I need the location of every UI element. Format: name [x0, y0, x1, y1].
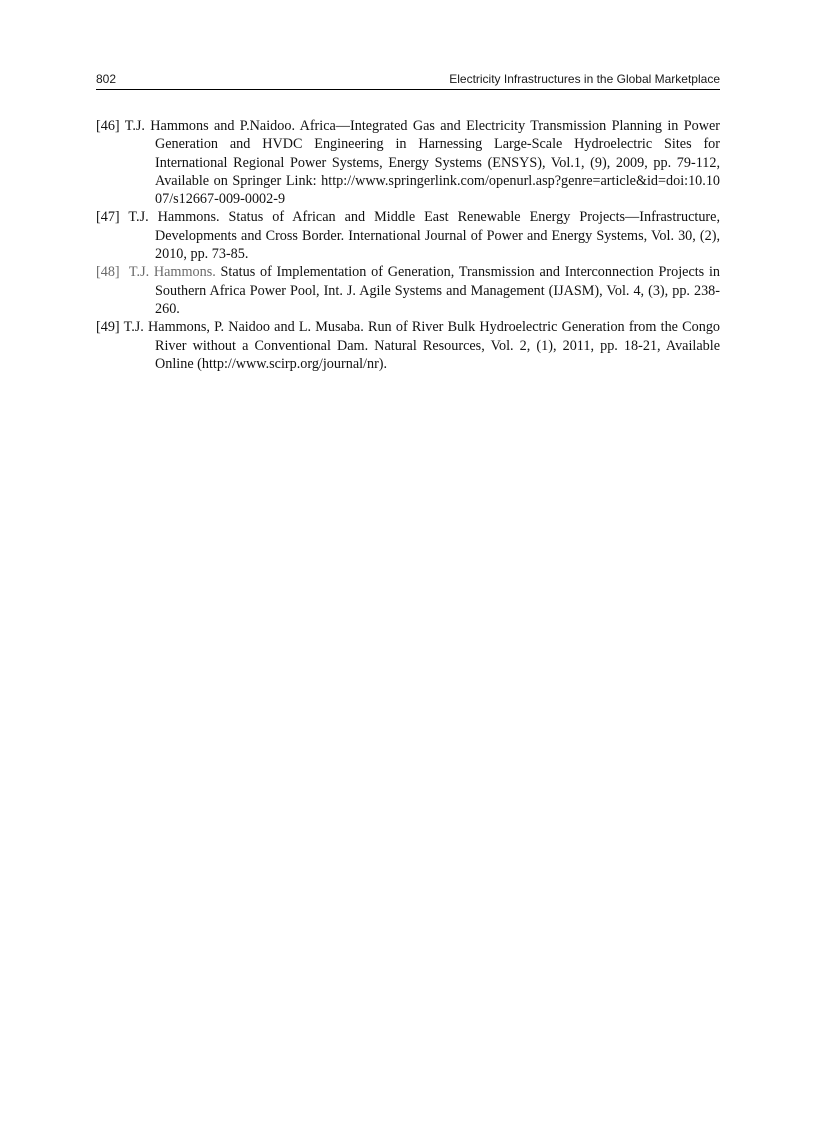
reference-text: Africa—Integrated Gas and Electricity Transmission Planning in Power Generation and HVDC Engineering in Harnessing Large-Scale Hydroelectric Sites for International Regional Power Systems, Energy Systems (ENSYS), Vol.1, (9), 2009, pp. 79-112, Available on Springer Link: — [155, 118, 720, 189]
reference-authors: T.J. Hammons. — [128, 209, 220, 226]
reference-46 — [96, 117, 720, 208]
reference-number: [47] — [96, 209, 120, 226]
reference-number: [46] — [96, 118, 120, 134]
reference-text: Status of African and Middle East Renewable Energy Projects—Infrastructure, Developments and Cross Border. International Journal of Power and Energy Systems, Vol. 30, (2), 2010, pp. 73-85. — [155, 209, 720, 263]
reference-47 — [96, 208, 720, 263]
reference-number: [49] — [96, 319, 120, 336]
running-title: Electricity Infrastructures in the Global Marketplace — [449, 72, 720, 86]
reference-49 — [96, 318, 720, 373]
reference-48 — [96, 263, 720, 318]
reference-list — [96, 117, 720, 373]
page-header — [96, 72, 720, 90]
reference-authors: T.J. Hammons. — [128, 264, 216, 281]
reference-text: Status of Implementation of Generation, Transmission and Interconnection Projects in Southern Africa Power Pool, Int. J. Agile Systems and Management (IJASM), Vol. 4, (3), pp. 238-260. — [155, 264, 720, 317]
reference-number: [48] — [96, 264, 120, 281]
reference-text: Run of River Bulk Hydroelectric Generation from the Congo River without a Conventional Dam. Natural Resources, Vol. 2, (1), 2011, pp. 18-21, Available Online (http://www.scirp.org/journal/nr). — [155, 319, 721, 372]
reference-link[interactable]: http://www.springerlink.com/openurl.asp?genre=article&id=doi:10.1007/s12667-009-0002-9 — [155, 172, 721, 208]
page-number: 802 — [96, 72, 117, 86]
reference-authors: T.J. Hammons and P.Naidoo. — [124, 118, 295, 134]
reference-authors: T.J. Hammons, P. Naidoo and L. Musaba. — [123, 319, 364, 336]
